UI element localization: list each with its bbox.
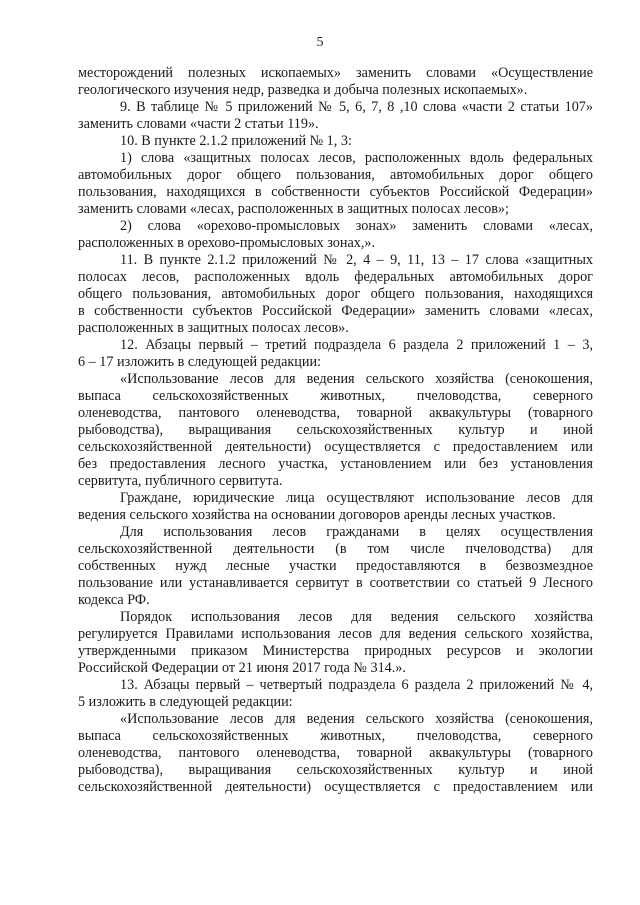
text-line: геологического изучения недр, разведка и добыча полезных ископаемых». bbox=[78, 82, 528, 98]
text-line: Порядок использования лесов для ведения сельского хозяйства bbox=[120, 609, 593, 625]
text-line: 9. В таблице № 5 приложений № 5, 6, 7, 8 ,10 слова «части 2 статьи 107» bbox=[120, 99, 593, 115]
text-line: Граждане, юридические лица осуществляют использование лесов для bbox=[120, 490, 593, 506]
text-line: 13. Абзацы первый – четвертый подраздела 6 раздела 2 приложений № 4, bbox=[120, 677, 593, 693]
text-line: собственных нужд лесные участки предоставляются в безвозмездное bbox=[78, 558, 593, 574]
text-line: заменить словами «части 2 статьи 119». bbox=[78, 116, 319, 132]
text-line: автомобильных дорог общего пользования, автомобильных дорог общего bbox=[78, 167, 593, 183]
text-line: рыбоводства), выращивания сельскохозяйственных культур и иной bbox=[78, 762, 593, 778]
text-line: «Использование лесов для ведения сельского хозяйства (сенокошения, bbox=[120, 711, 593, 727]
text-line: 11. В пункте 2.1.2 приложений № 2, 4 – 9, 11, 13 – 17 слова «защитных bbox=[120, 252, 593, 268]
paragraph-p8 bbox=[78, 371, 593, 490]
text-line: полосах лесов, расположенных вдоль федеральных автомобильных дорог bbox=[78, 269, 593, 285]
text-line: расположенных в орехово-промысловых зонах,». bbox=[78, 235, 376, 251]
paragraph-p10 bbox=[78, 524, 593, 609]
text-line: рыбоводства), выращивания сельскохозяйственных культур и иной bbox=[78, 422, 593, 438]
text-line: в собственности субъектов Российской Федерации» заменить словами «лесах, bbox=[78, 303, 593, 319]
text-line: утвержденными приказом Министерства природных ресурсов и экологии bbox=[78, 643, 593, 659]
document-body bbox=[78, 65, 593, 796]
text-line: оленеводства, пантового оленеводства, товарной аквакультуры (товарного bbox=[78, 405, 593, 421]
text-line: 2) слова «орехово-промысловых зонах» заменить словами «лесах, bbox=[120, 218, 593, 234]
text-line: пользование или устанавливается сервитут в соответствии со статьей 9 Лесного bbox=[78, 575, 593, 591]
paragraph-p4 bbox=[78, 150, 593, 218]
text-line: 12. Абзацы первый – третий подраздела 6 раздела 2 приложений 1 – 3, bbox=[120, 337, 593, 353]
paragraph-p2 bbox=[78, 99, 593, 133]
paragraph-p12 bbox=[78, 677, 593, 711]
text-line: пользования, находящихся в собственности субъектов Российской Федерации» bbox=[78, 184, 593, 200]
text-line: общего пользования, автомобильных дорог общего пользования, находящихся bbox=[78, 286, 593, 302]
text-line: регулируется Правилами использования лесов для ведения сельского хозяйства, bbox=[78, 626, 593, 642]
text-line: месторождений полезных ископаемых» заменить словами «Осуществление bbox=[78, 65, 593, 81]
text-line: оленеводства, пантового оленеводства, товарной аквакультуры (товарного bbox=[78, 745, 593, 761]
text-line: 6 – 17 изложить в следующей редакции: bbox=[78, 354, 321, 370]
text-line: 1) слова «защитных полосах лесов, расположенных вдоль федеральных bbox=[120, 150, 593, 166]
text-line: сельскохозяйственной деятельности) осуществляется с предоставлением или bbox=[78, 439, 593, 455]
text-line: Для использования лесов гражданами в целях осуществления bbox=[120, 524, 593, 540]
text-line: сельскохозяйственной деятельности) осуществляется с предоставлением или bbox=[78, 779, 593, 795]
paragraph-p11 bbox=[78, 609, 593, 677]
text-line: расположенных в защитных полосах лесов». bbox=[78, 320, 349, 336]
paragraph-p7 bbox=[78, 337, 593, 371]
paragraph-p13 bbox=[78, 711, 593, 796]
text-line: сервитута, публичного сервитута. bbox=[78, 473, 283, 489]
text-line: сельскохозяйственной деятельности (в том числе пчеловодства) для bbox=[78, 541, 593, 557]
paragraph-p5 bbox=[78, 218, 593, 252]
paragraph-p6 bbox=[78, 252, 593, 337]
text-line: без предоставления лесного участка, установлением или без установления bbox=[78, 456, 593, 472]
text-line: Российской Федерации от 21 июня 2017 года № 314.». bbox=[78, 660, 406, 676]
paragraph-p3 bbox=[78, 133, 593, 150]
text-line: выпаса сельскохозяйственных животных, пчеловодства, северного bbox=[78, 388, 593, 404]
page-number: 5 bbox=[316, 35, 324, 50]
text-line: ведения сельского хозяйства на основании договоров аренды лесных участков. bbox=[78, 507, 556, 523]
text-line: 5 изложить в следующей редакции: bbox=[78, 694, 293, 710]
text-line: выпаса сельскохозяйственных животных, пчеловодства, северного bbox=[78, 728, 593, 744]
text-line: 10. В пункте 2.1.2 приложений № 1, 3: bbox=[120, 133, 352, 149]
text-line: «Использование лесов для ведения сельского хозяйства (сенокошения, bbox=[120, 371, 593, 387]
text-line: кодекса РФ. bbox=[78, 592, 150, 608]
paragraph-p1 bbox=[78, 65, 593, 99]
paragraph-p9 bbox=[78, 490, 593, 524]
text-line: заменить словами «лесах, расположенных в защитных полосах лесов»; bbox=[78, 201, 509, 217]
